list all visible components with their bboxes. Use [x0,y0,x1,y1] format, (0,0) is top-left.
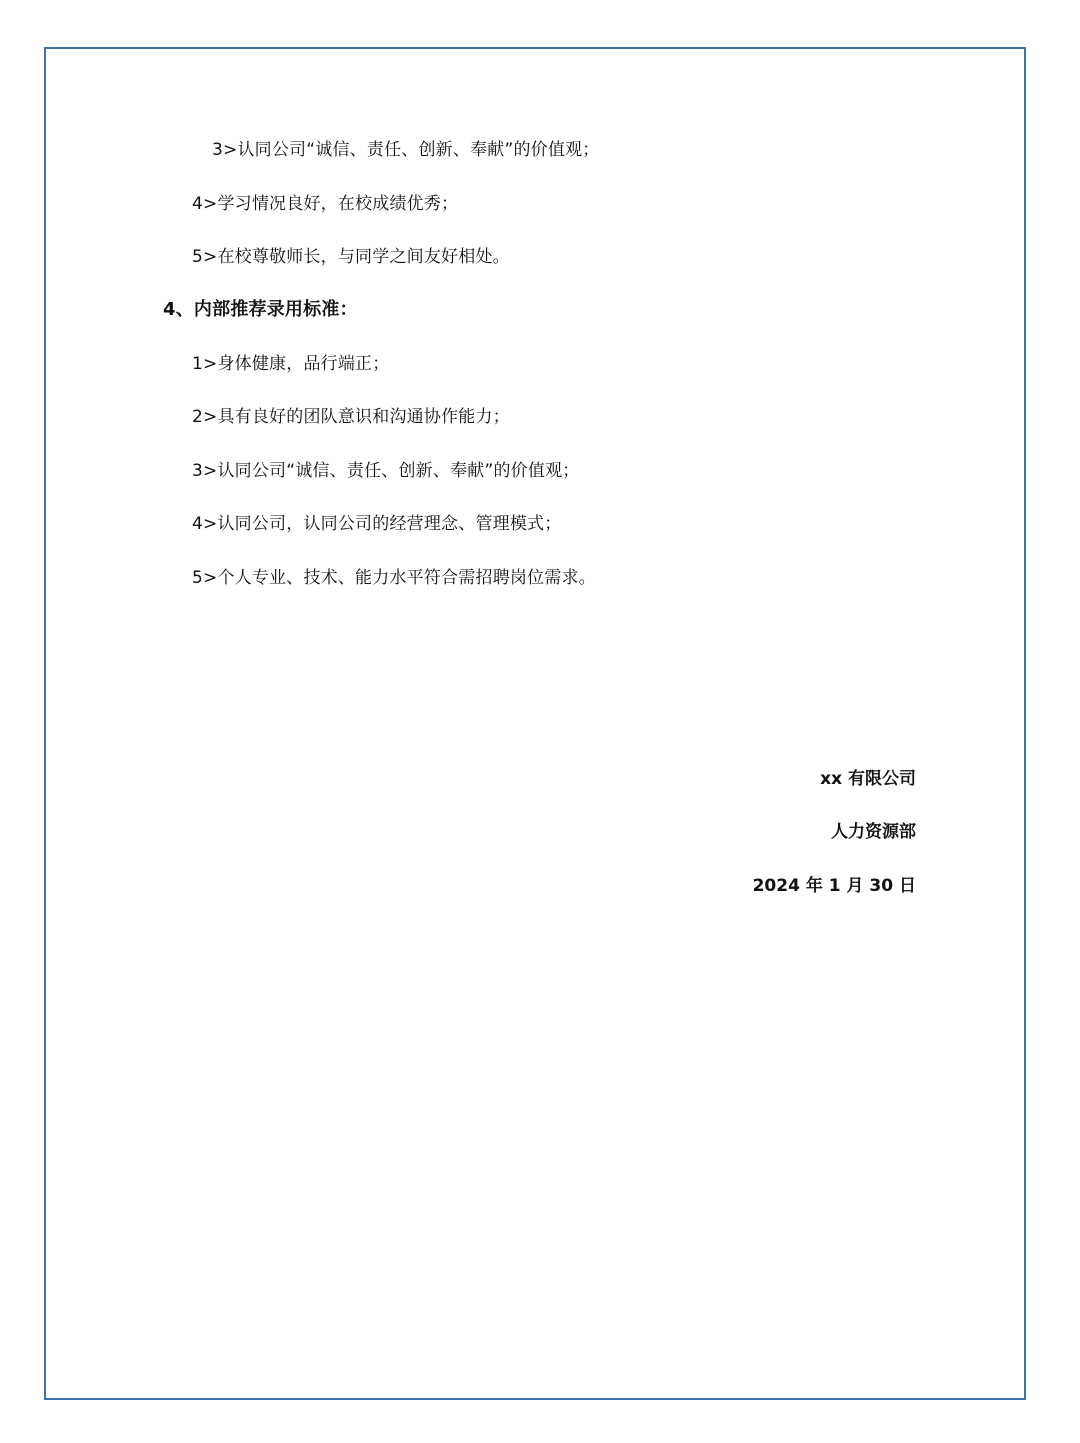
signature-company: xx 有限公司 [820,769,916,789]
list-item: 3>认同公司“诚信、责任、创新、奉献”的价值观； [212,140,600,160]
list-item: 2>具有良好的团队意识和沟通协作能力； [192,407,510,427]
list-item: 5>在校尊敬师长，与同学之间友好相处。 [192,247,510,267]
signature-department: 人力资源部 [831,822,916,842]
list-item: 5>个人专业、技术、能力水平符合需招聘岗位需求。 [192,568,596,588]
list-item: 1>身体健康，品行端正； [192,354,390,374]
list-item: 4>学习情况良好，在校成绩优秀； [192,194,459,214]
list-item: 4>认同公司，认同公司的经营理念、管理模式； [192,514,562,534]
list-item: 3>认同公司“诚信、责任、创新、奉献”的价值观； [192,461,580,481]
signature-date: 2024 年 1 月 30 日 [752,876,916,896]
section-heading: 4、内部推荐录用标准： [163,299,358,320]
